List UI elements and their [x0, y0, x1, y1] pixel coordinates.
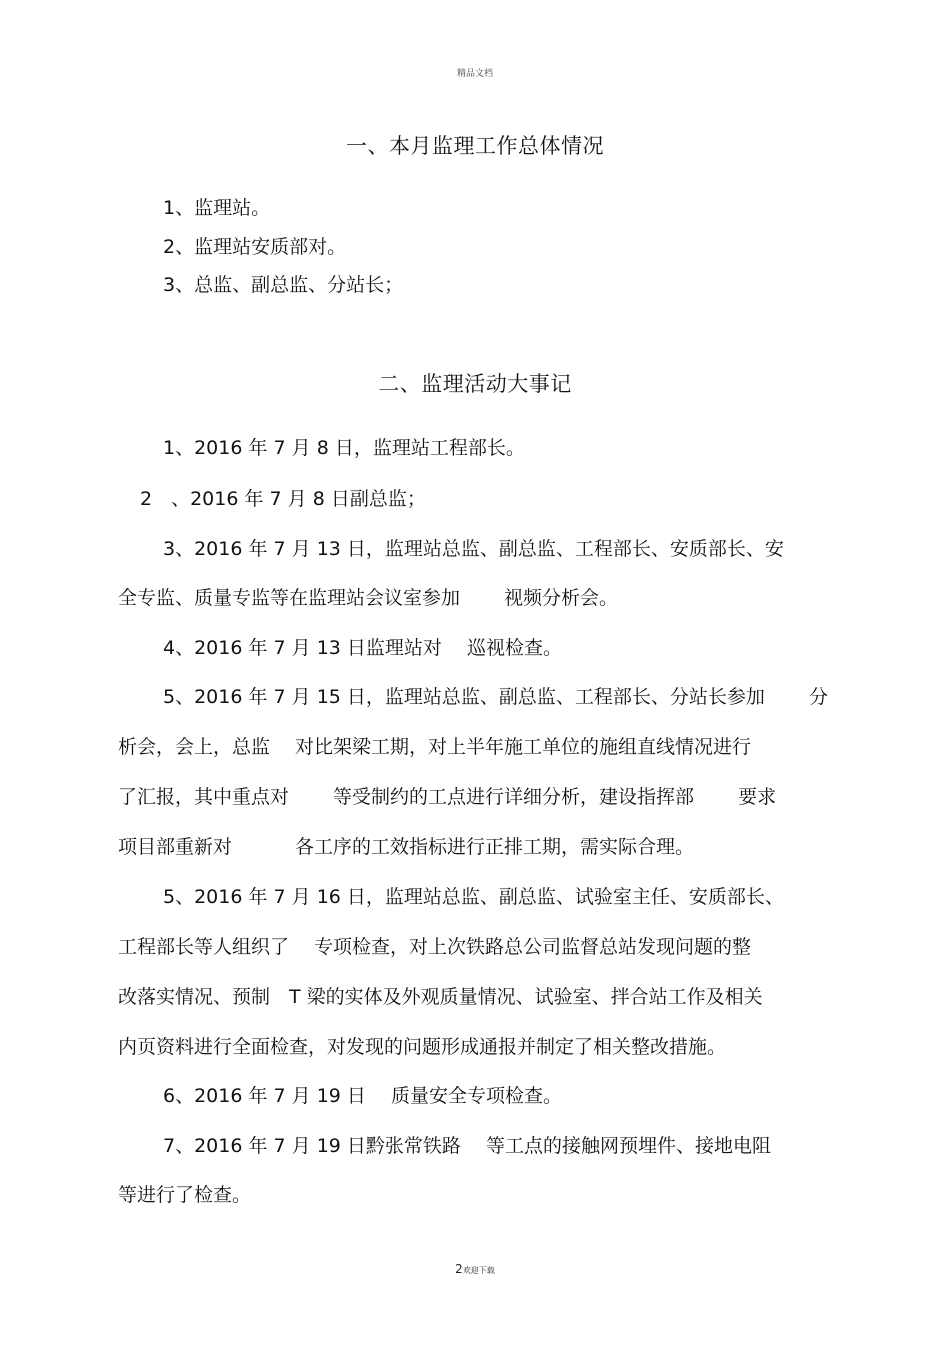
- footer-text: 欢迎下载: [462, 1266, 495, 1275]
- event-line: 4、2016 年 7 月 13 日监理站对 巡视检查。: [163, 637, 562, 659]
- event-line: 6、2016 年 7 月 19 日 质量安全专项检查。: [163, 1085, 562, 1107]
- event-line: 项目部重新对 各工序的工效指标进行正排工期，需实际合理。: [118, 836, 695, 858]
- page-header: 精品文档: [456, 69, 493, 79]
- event-line: 析会，会上，总监 对比架梁工期，对上半年施工单位的施组直线情况进行: [118, 736, 752, 758]
- event-line: 内页资料进行全面检查，对发现的问题形成通报并制定了相关整改措施。: [118, 1036, 727, 1058]
- page-footer: [0, 1262, 950, 1276]
- section1-item: 3、总监、副总监、分站长；: [163, 274, 404, 296]
- section1-item: 1、监理站。: [163, 197, 271, 219]
- page-number: 2: [455, 1262, 463, 1276]
- section1-title: 一、本月监理工作总体情况: [346, 134, 604, 158]
- event-line: 等进行了检查。: [118, 1184, 252, 1206]
- event-line: 5、2016 年 7 月 15 日，监理站总监、副总监、工程部长、分站长参加 分: [163, 686, 828, 708]
- event-line: 3、2016 年 7 月 13 日，监理站总监、副总监、工程部长、安质部长、安: [163, 538, 784, 560]
- event-line: 全专监、质量专监等在监理站会议室参加 视频分析会。: [118, 587, 619, 609]
- event-line: 1、2016 年 7 月 8 日，监理站工程部长。: [163, 437, 525, 459]
- section1-item: 2、监理站安质部对。: [163, 236, 347, 258]
- section2-title: 二、监理活动大事记: [378, 372, 572, 396]
- event-line: 2 、2016 年 7 月 8 日副总监；: [140, 488, 426, 510]
- event-line: 改落实情况、预制 T 梁的实体及外观质量情况、试验室、拌合站工作及相关: [118, 986, 763, 1008]
- event-line: 了汇报，其中重点对 等受制约的工点进行详细分析，建设指挥部 要求: [118, 786, 777, 808]
- event-line: 工程部长等人组织了 专项检查，对上次铁路总公司监督总站发现问题的整: [118, 936, 752, 958]
- event-line: 5、2016 年 7 月 16 日，监理站总监、副总监、试验室主任、安质部长、: [163, 886, 784, 908]
- event-line: 7、2016 年 7 月 19 日黔张常铁路 等工点的接触网预埋件、接地电阻: [163, 1135, 771, 1157]
